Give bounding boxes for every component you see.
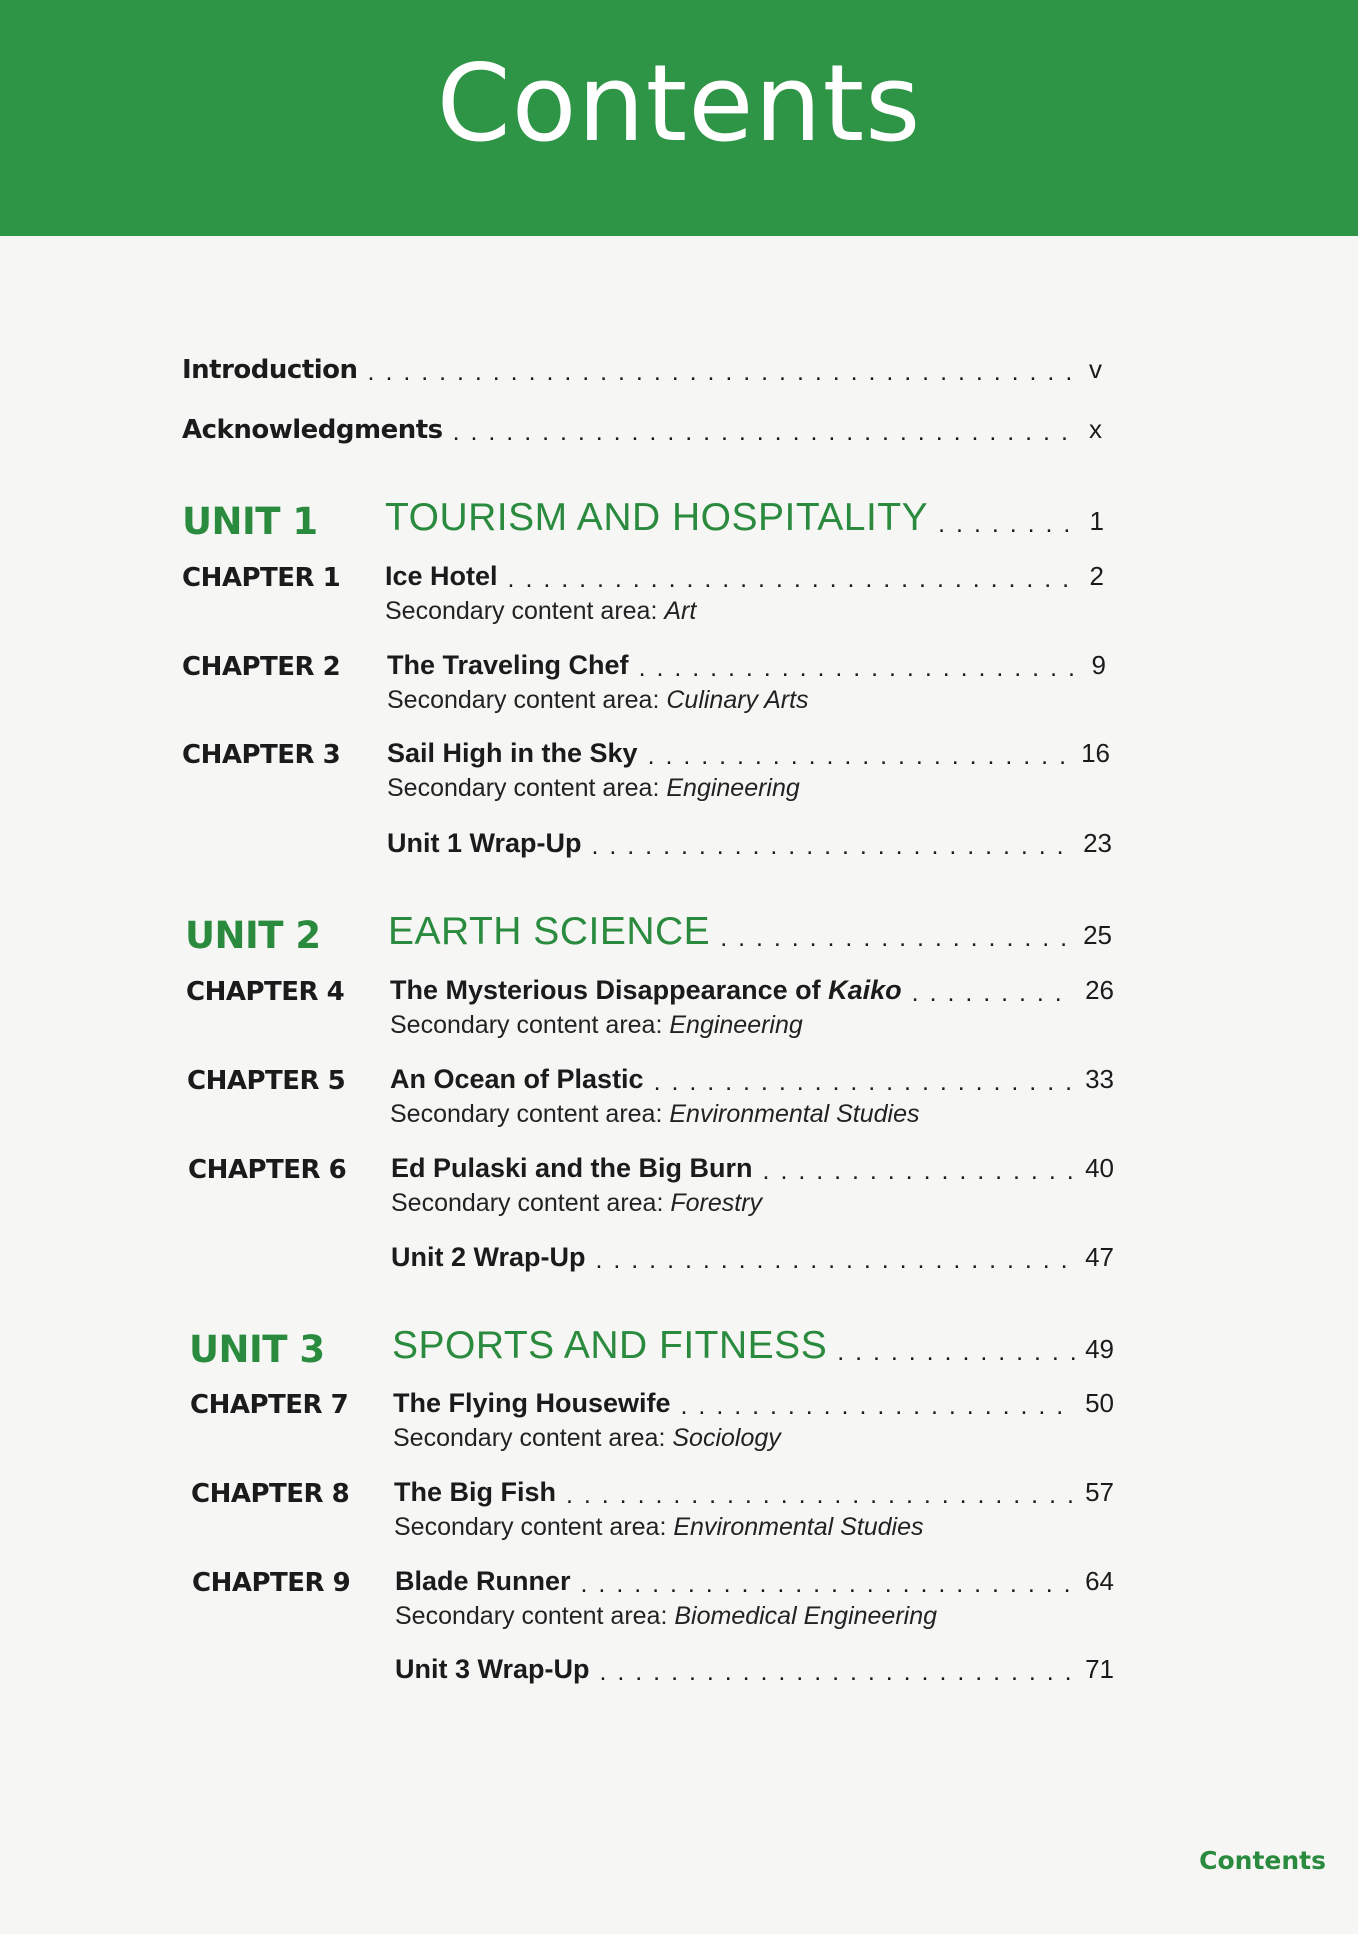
wrap-up-title: Unit 3 Wrap-Up [395,1654,590,1684]
secondary-content-area: Secondary content area: Environmental Studies [394,1513,924,1541]
entry-title: Acknowledgments [182,415,443,445]
toc-entry-chapter-2[interactable] [387,650,1106,681]
leader-dots [654,1066,1076,1093]
secondary-content-area: Secondary content area: Biomedical Engineering [395,1602,938,1630]
secondary-content-area: Secondary content area: Engineering [390,1011,803,1039]
page-number: x [1089,414,1102,444]
chapter-label: CHAPTER 7 [190,1390,349,1420]
page-number: 64 [1085,1566,1114,1596]
toc-entry-chapter-9[interactable] [395,1566,1114,1597]
secondary-content-area: Secondary content area: Art [385,597,697,625]
secondary-content-area: Secondary content area: Environmental Studies [390,1100,920,1128]
entry-title: Introduction [182,355,358,385]
chapter-label: CHAPTER 9 [192,1568,351,1598]
leader-dots [508,563,1076,590]
page-number: 49 [1085,1334,1114,1364]
toc-entry-unit-1[interactable] [385,496,1104,540]
toc-entry-chapter-1[interactable] [385,561,1104,592]
leader-dots [648,740,1072,767]
chapter-title: The Mysterious Disappearance of Kaiko [390,975,902,1005]
chapter-title: Ice Hotel [385,561,498,591]
chapter-label: CHAPTER 1 [182,563,341,593]
leader-dots [368,356,1074,383]
toc-entry-unit-2[interactable] [388,910,1112,954]
toc-entry-unit-1-wrap-up[interactable] [387,828,1112,859]
wrap-up-title: Unit 2 Wrap-Up [391,1242,586,1272]
secondary-content-area: Secondary content area: Engineering [387,774,800,802]
leader-dots [453,416,1074,443]
page-number: 40 [1085,1153,1114,1183]
chapter-title: The Flying Housewife [393,1388,671,1418]
chapter-title: An Ocean of Plastic [390,1064,644,1094]
toc-entry-chapter-8[interactable] [394,1477,1114,1508]
chapter-title: The Big Fish [394,1477,556,1507]
unit-label: UNIT 3 [189,1328,325,1371]
secondary-content-area: Secondary content area: Culinary Arts [387,686,809,714]
unit-label: UNIT 1 [182,500,318,543]
page-number: 2 [1089,561,1104,591]
page-number: 57 [1085,1477,1114,1507]
secondary-content-area: Secondary content area: Forestry [391,1189,763,1217]
toc-entry-acknowledgments[interactable] [182,414,1102,445]
chapter-title: The Traveling Chef [387,650,629,680]
page-number: v [1089,354,1102,384]
toc-entry-unit-3-wrap-up[interactable] [395,1654,1114,1685]
leader-dots [581,1568,1076,1595]
unit-label: UNIT 2 [185,914,321,957]
chapter-title: Blade Runner [395,1566,571,1596]
leader-dots [592,830,1074,857]
page-number: 23 [1083,828,1112,858]
unit-title: SPORTS AND FITNESS [392,1324,828,1367]
page-number: 16 [1081,738,1110,768]
secondary-content-area: Secondary content area: Sociology [393,1424,781,1452]
chapter-title: Sail High in the Sky [387,738,638,768]
page-number: 25 [1083,920,1112,950]
toc-entry-chapter-5[interactable] [390,1064,1114,1095]
leader-dots [600,1656,1076,1683]
page-number: 71 [1085,1654,1114,1684]
running-footer: Contents [1199,1846,1326,1875]
leader-dots [912,977,1075,1004]
chapter-title: Ed Pulaski and the Big Burn [391,1153,753,1183]
chapter-label: CHAPTER 8 [191,1479,350,1509]
page-number: 26 [1085,975,1114,1005]
chapter-label: CHAPTER 4 [186,977,345,1007]
page-number: 47 [1085,1242,1114,1272]
leader-dots [938,508,1076,535]
leader-dots [681,1390,1076,1417]
page-number: 9 [1091,650,1106,680]
chapter-label: CHAPTER 2 [182,652,341,682]
page-number: 33 [1085,1064,1114,1094]
toc-entry-introduction[interactable] [182,354,1102,385]
leader-dots [639,652,1078,679]
unit-title: EARTH SCIENCE [388,910,711,953]
header-banner [0,0,1358,236]
wrap-up-title: Unit 1 Wrap-Up [387,828,582,858]
toc-entry-unit-3[interactable] [392,1324,1114,1368]
leader-dots [720,922,1073,949]
leader-dots [763,1155,1076,1182]
toc-entry-chapter-6[interactable] [391,1153,1114,1184]
leader-dots [566,1479,1075,1506]
page-number: 50 [1085,1388,1114,1418]
chapter-label: CHAPTER 6 [188,1155,347,1185]
toc-entry-chapter-4[interactable] [390,975,1114,1006]
page-number: 1 [1089,506,1104,536]
toc-entry-unit-2-wrap-up[interactable] [391,1242,1114,1273]
chapter-label: CHAPTER 5 [187,1066,346,1096]
page-title: Contents [436,42,922,165]
toc-entry-chapter-7[interactable] [393,1388,1114,1419]
unit-title: TOURISM AND HOSPITALITY [385,496,929,539]
leader-dots [596,1244,1076,1271]
toc-entry-chapter-3[interactable] [387,738,1110,769]
chapter-label: CHAPTER 3 [182,740,341,770]
leader-dots [837,1336,1075,1363]
